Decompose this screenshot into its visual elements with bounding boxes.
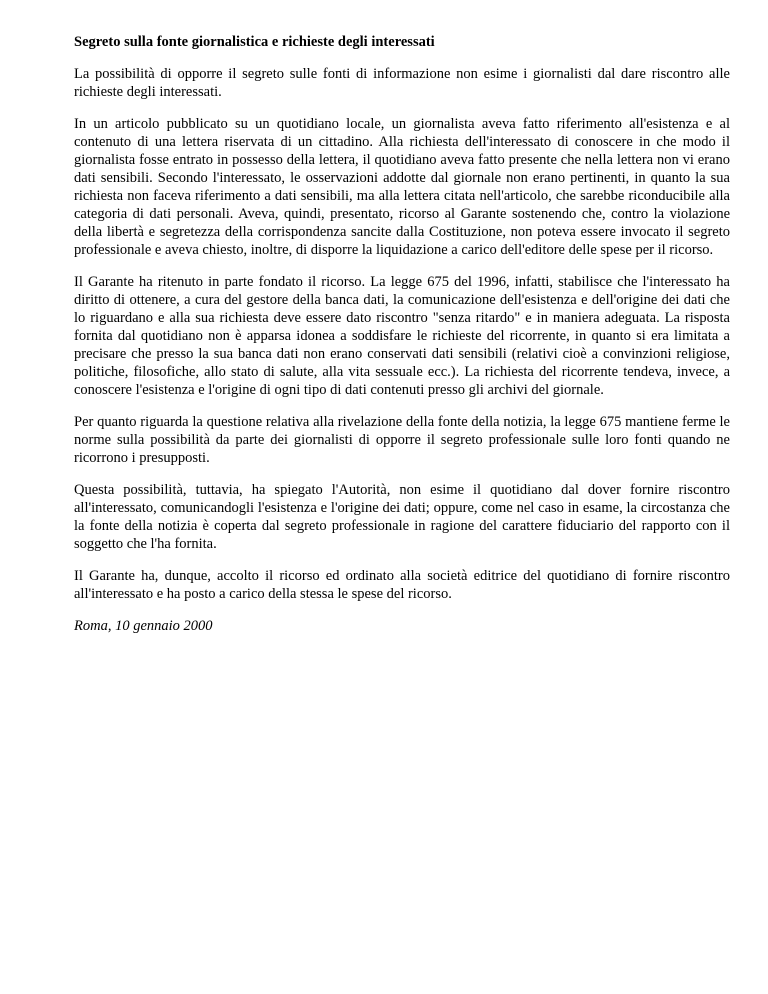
paragraph-decision: Il Garante ha ritenuto in parte fondato il ricorso. La legge 675 del 1996, infatti, stabilisce che l'interessato ha diritto di ottenere, a cura del gestore della banca dati, la comunicazione dell'esistenza e dell'origine dei dati che lo riguardano e alla sua richiesta deve essere dato riscontro "senza ritardo" e in maniera adeguata. La risposta fornita dal quotidiano non è apparsa idonea a soddisfare le richieste del ricorrente, in quanto si era limitata a precisare che presso la sua banca dati non erano conservati dati sensibili (relativi cioè a convinzioni religiose, politiche, filosofiche, allo stato di salute, alla vita sessuale ecc.). La richiesta del ricorrente tendeva, invece, a conoscere l'esistenza e l'origine di ogni tipo di dati contenuti presso gli archivi del giornale. [74,274,730,398]
paragraph-summary: La possibilità di opporre il segreto sulle fonti di informazione non esime i giornalisti dal dare riscontro alle richieste degli interessati. [74,66,730,100]
paragraph-authority-explanation: Questa possibilità, tuttavia, ha spiegato l'Autorità, non esime il quotidiano dal dover fornire riscontro all'interessato, comunicandogli l'esistenza e l'origine dei dati; oppure, come nel caso in esame, la circostanza che la fonte della notizia è coperta dal segreto professionale in ragione del carattere fiduciario del rapporto con il soggetto che l'ha fornita. [74,482,730,552]
paragraph-facts: In un articolo pubblicato su un quotidiano locale, un giornalista aveva fatto riferimento all'esistenza e al contenuto di una lettera riservata di un cittadino. Alla richiesta dell'interessato di conoscere in che modo il giornalista fosse entrato in possesso della lettera, il quotidiano aveva fatto presente che nella lettera non vi erano dati sensibili. Secondo l'interessato, le osservazioni addotte dal giornale non erano pertinenti, in quanto la sua richiesta non faceva riferimento a dati sensibili, ma alla lettera citata nell'articolo, che sarebbe riconducibile alla categoria di dati personali. Aveva, quindi, presentato, ricorso al Garante sostenendo che, contro la violazione della libertà e segretezza della corrispondenza sancite dalla Costituzione, non poteva essere invocato il segreto professionale e aveva chiesto, inoltre, di disporre la liquidazione a carico dell'editore delle spese per il ricorso. [74,116,730,258]
paragraph-conclusion: Il Garante ha, dunque, accolto il ricorso ed ordinato alla società editrice del quotidiano di fornire riscontro all'interessato e ha posto a carico della stessa le spese del ricorso. [74,568,730,602]
place-date-signature: Roma, 10 gennaio 2000 [74,618,213,634]
paragraph-source-secrecy: Per quanto riguarda la questione relativa alla rivelazione della fonte della notizia, la legge 675 mantiene ferme le norme sulla possibilità da parte dei giornalisti di opporre il segreto professionale sulle loro fonti quando ne ricorrono i presupposti. [74,414,730,466]
document-body [74,33,730,635]
document-title: Segreto sulla fonte giornalistica e richieste degli interessati [74,34,435,50]
